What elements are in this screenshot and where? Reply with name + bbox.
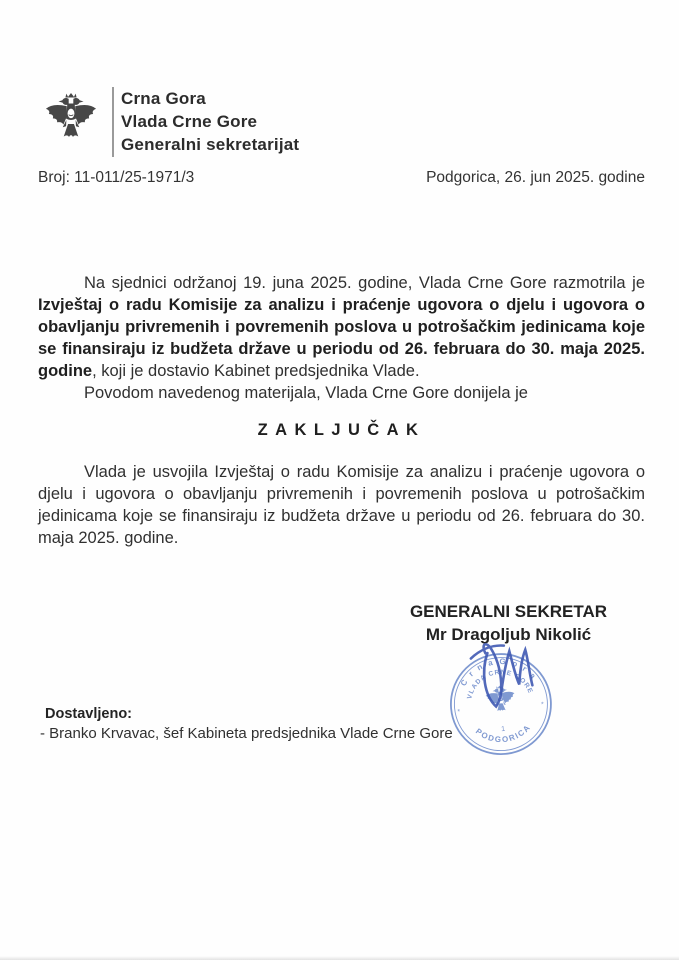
- document-body: [38, 272, 645, 549]
- stamp-star-left: *: [457, 708, 461, 716]
- letterhead-department: Generalni sekretarijat: [121, 135, 300, 154]
- paragraph-intro: Na sjednici održanoj 19. juna 2025. godine, Vlada Crne Gore razmotrila je Izvještaj o radu Komisije za analizu i praćenje ugovora o djelu i ugovora o obavljanju privremenih i povremenih poslova u potrošačkim jedinicama koje se finansiraju iz budžeta države u periodu od 26. februara do 30. maja 2025. godine, koji je dostavio Kabinet predsjednika Vlade.: [38, 274, 645, 380]
- signatory-name: Mr Dragoljub Nikolić: [425, 624, 592, 644]
- paragraph-lead-in: Povodom navedenog materijala, Vlada Crne Gore donijela je: [84, 384, 528, 402]
- letterhead-institution: Vlada Crne Gore: [121, 112, 258, 131]
- delivered-section: [40, 705, 453, 743]
- montenegro-coat-of-arms-icon: [38, 86, 104, 154]
- letterhead: [38, 86, 299, 157]
- reference-row: [38, 169, 645, 187]
- reference-number: Broj: 11-011/25-1971/3: [38, 169, 195, 186]
- signatory-title: GENERALNI SEKRETAR: [409, 602, 608, 621]
- stamp-bottom-text: PODGORICA: [473, 722, 533, 745]
- conclusion-heading: ZAKLJUČAK: [257, 421, 426, 439]
- delivered-item: - Branko Krvavac, šef Kabineta predsjednika Vlade Crne Gore: [40, 725, 453, 742]
- stamp-star-right: *: [540, 701, 545, 709]
- paragraph-conclusion: Vlada je usvojila Izvještaj o radu Komisije za analizu i praćenje ugovora o djelu i ugovora o obavljanju privremenih i povremenih poslova u potrošačkim jedinicama koje se finansiraju iz budžeta države u periodu od 26. februara do 30. maja 2025. godine.: [38, 463, 645, 547]
- stamp-number: 1: [500, 725, 506, 734]
- letterhead-text: [121, 86, 299, 156]
- place-and-date: Podgorica, 26. jun 2025. godine: [426, 169, 645, 186]
- letterhead-country: Crna Gora: [121, 89, 206, 108]
- stamp-outer-ring-text: C r n a G o r a: [458, 656, 539, 688]
- letterhead-divider: [112, 87, 114, 157]
- stamp-inner-ring-text: VLADA CRNE GORE: [466, 668, 534, 700]
- delivered-label: Dostavljeno:: [45, 706, 133, 722]
